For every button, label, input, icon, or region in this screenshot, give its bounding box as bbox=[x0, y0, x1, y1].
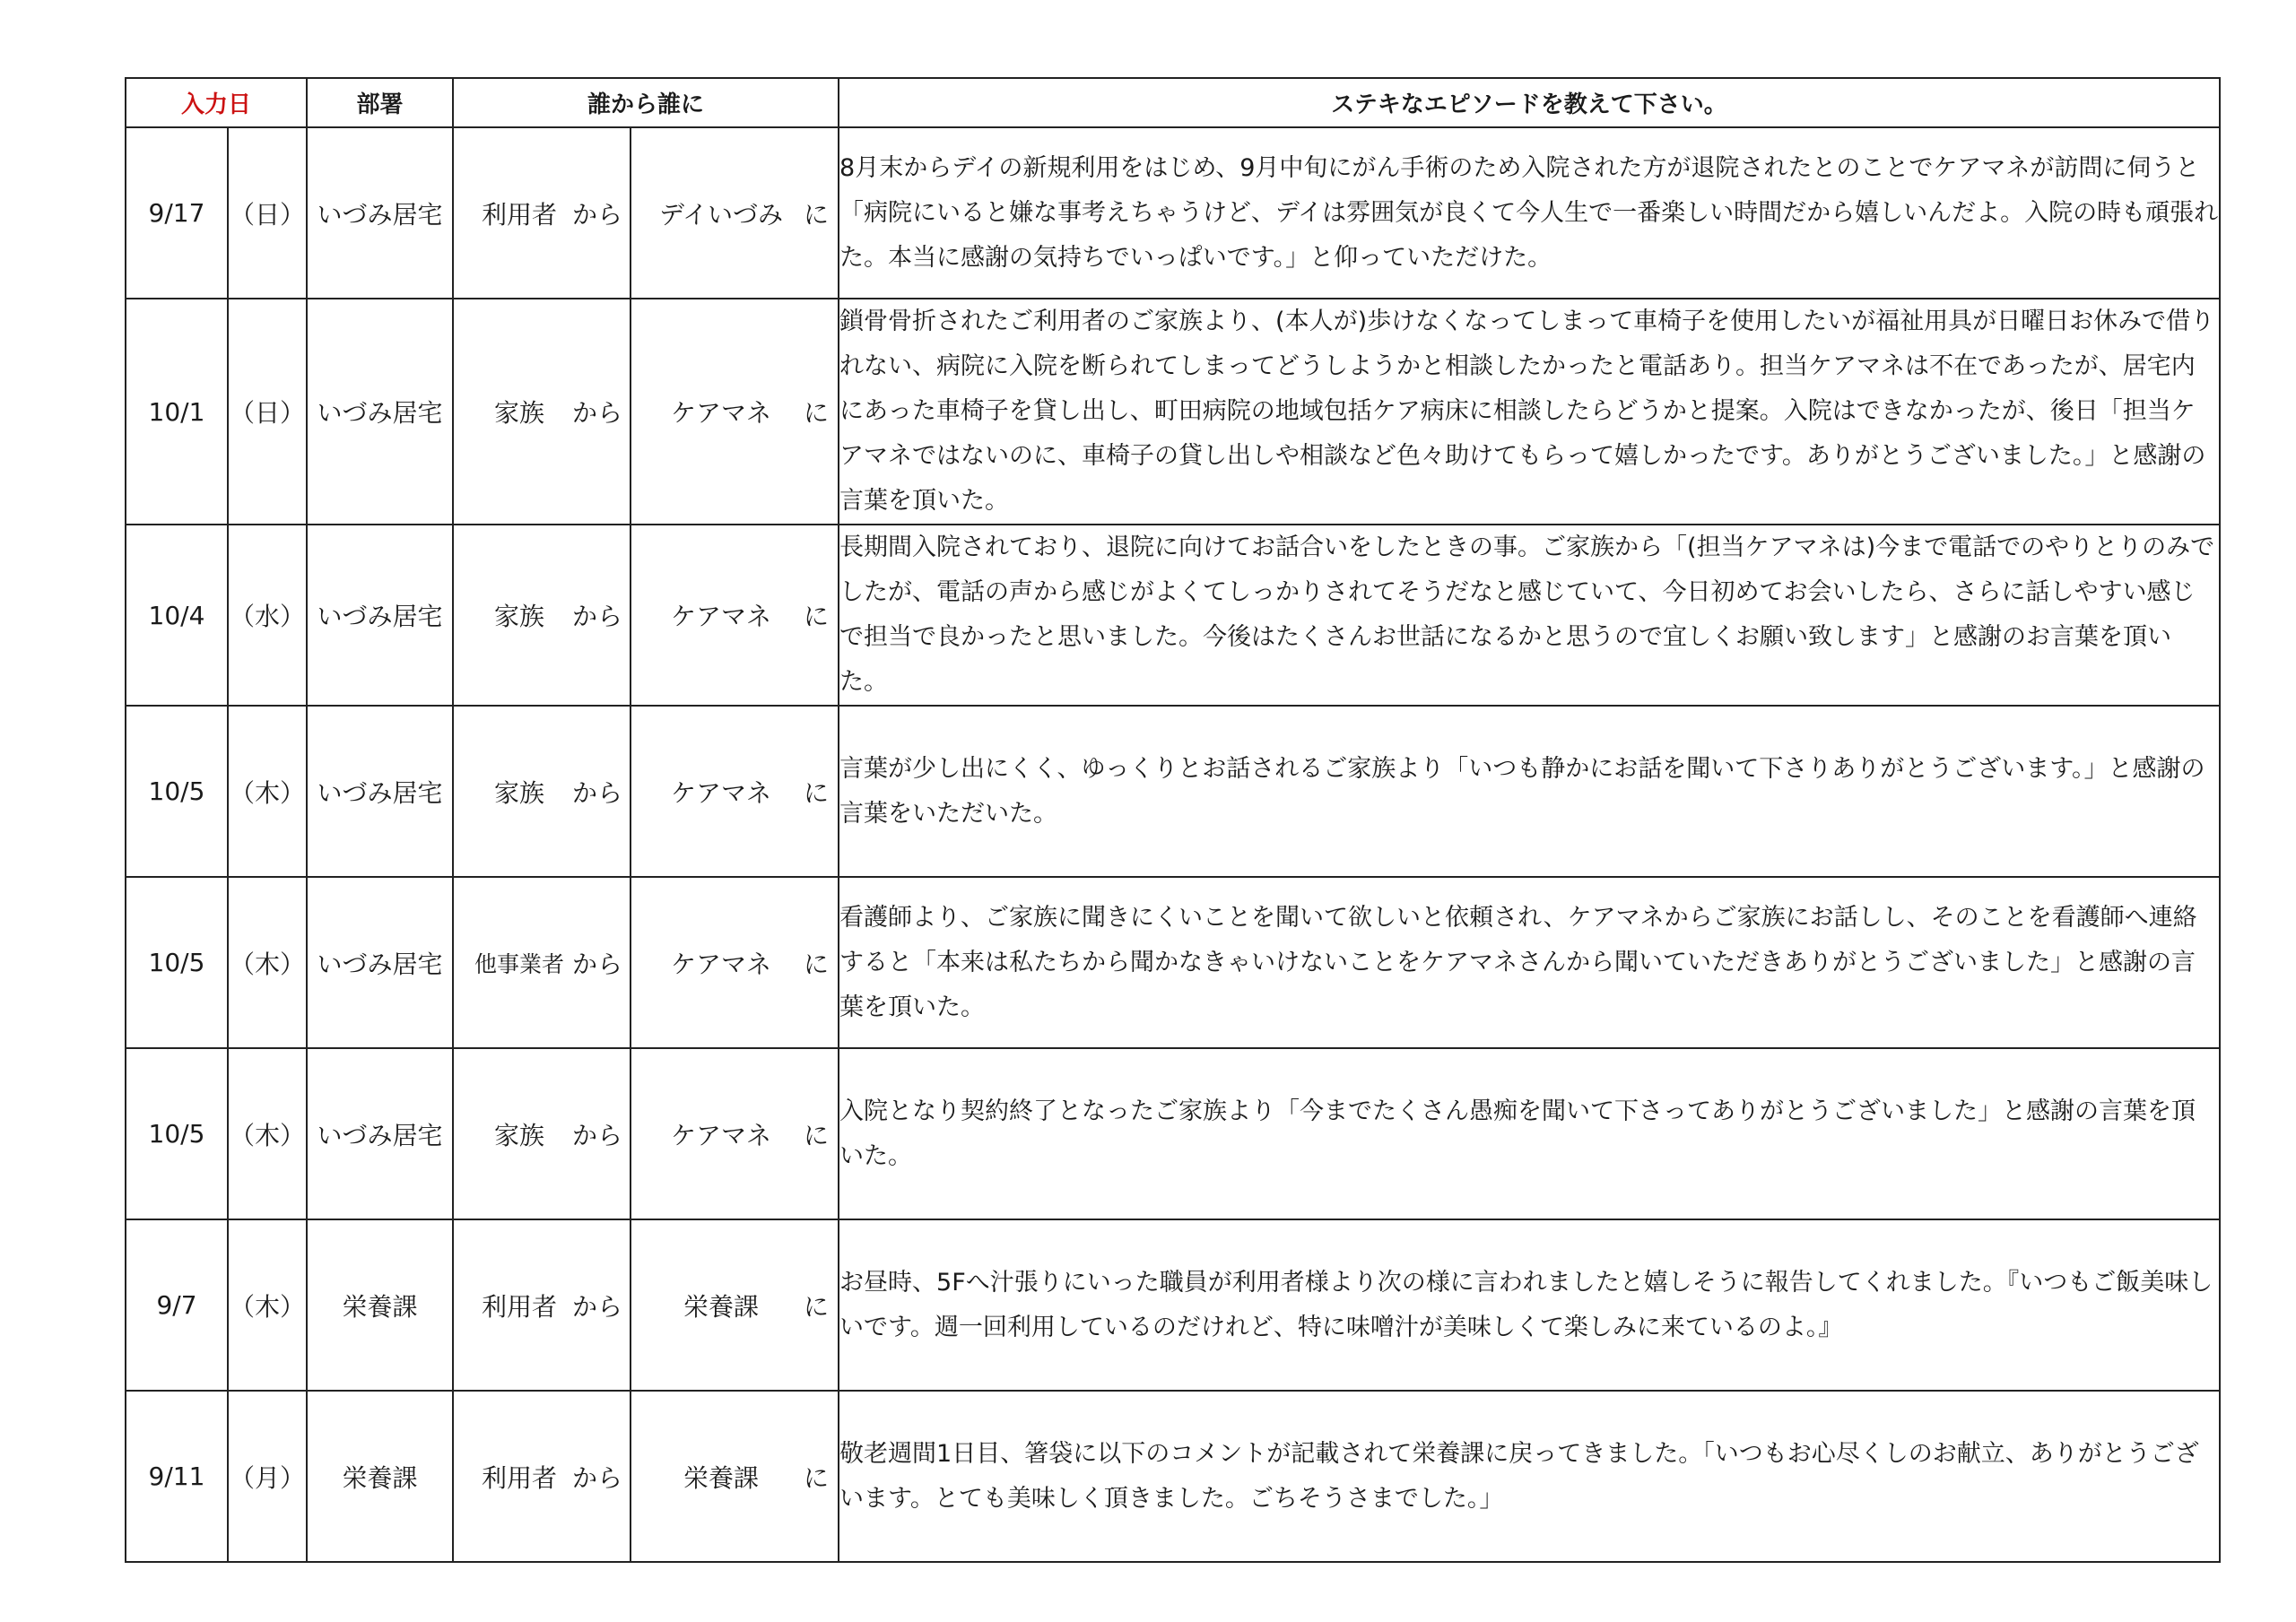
from-label: 家族 bbox=[494, 398, 545, 428]
weekday-cell: （水） bbox=[228, 525, 307, 706]
date-cell: 9/11 bbox=[126, 1391, 228, 1562]
episode-table bbox=[125, 77, 2221, 1563]
date-cell: 9/7 bbox=[126, 1219, 228, 1391]
header-from-to: 誰から誰に bbox=[453, 78, 839, 127]
episode-cell bbox=[839, 877, 2220, 1048]
from-label: 家族 bbox=[494, 1120, 545, 1150]
from-cell bbox=[453, 877, 631, 1048]
to-particle: に bbox=[804, 602, 830, 631]
episode-cell bbox=[839, 525, 2220, 706]
from-cell bbox=[453, 525, 631, 706]
to-cell bbox=[631, 706, 839, 877]
from-cell bbox=[453, 706, 631, 877]
to-cell bbox=[631, 1219, 839, 1391]
episode-text: 入院となり契約終了となったご家族より「今までたくさん愚痴を聞いて下さってありがとうございました」と感謝の言葉を頂いた。 bbox=[839, 1097, 2196, 1170]
to-particle: に bbox=[804, 1462, 830, 1493]
to-cell bbox=[631, 1048, 839, 1219]
date-cell: 10/5 bbox=[126, 706, 228, 877]
from-label: 利用者 bbox=[482, 1291, 558, 1322]
to-label: 栄養課 bbox=[683, 1462, 760, 1493]
date-cell: 10/4 bbox=[126, 525, 228, 706]
from-cell bbox=[453, 1219, 631, 1391]
to-label: 栄養課 bbox=[683, 1291, 760, 1322]
episode-text: 敬老週間1日目、箸袋に以下のコメントが記載されて栄養課に戻ってきました。「いつもお心尽くしのお献立、ありがとうございます。とても美味しく頂きました。ごちそうさまでした。」 bbox=[839, 1439, 2199, 1513]
date-cell: 10/1 bbox=[126, 299, 228, 525]
episode-cell bbox=[839, 1391, 2220, 1562]
to-cell bbox=[631, 525, 839, 706]
weekday-cell: （日） bbox=[228, 299, 307, 525]
table-row bbox=[126, 299, 2220, 525]
weekday-cell: （月） bbox=[228, 1391, 307, 1562]
dept-cell: 栄養課 bbox=[307, 1219, 453, 1391]
from-particle: から bbox=[572, 1291, 623, 1322]
episode-text: お昼時、5Fへ汁張りにいった職員が利用者様より次の様に言われましたと嬉しそうに報告してくれました。『いつもご飯美味しいです。週一回利用しているのだけれど、特に味噌汁が美味しくて楽しみに来ているのよ。』 bbox=[839, 1268, 2213, 1341]
date-cell: 10/5 bbox=[126, 877, 228, 1048]
table-row bbox=[126, 877, 2220, 1048]
table-row bbox=[126, 1048, 2220, 1219]
from-cell bbox=[453, 127, 631, 299]
from-label: 家族 bbox=[494, 602, 545, 631]
episode-cell bbox=[839, 1048, 2220, 1219]
from-particle: から bbox=[572, 199, 623, 230]
to-label: ケアマネ bbox=[671, 1120, 772, 1150]
weekday-cell: （木） bbox=[228, 877, 307, 1048]
from-particle: から bbox=[572, 949, 623, 979]
from-particle: から bbox=[572, 777, 623, 808]
weekday-cell: （木） bbox=[228, 706, 307, 877]
date-cell: 9/17 bbox=[126, 127, 228, 299]
episode-cell bbox=[839, 127, 2220, 299]
weekday-cell: （木） bbox=[228, 1048, 307, 1219]
table-row bbox=[126, 1391, 2220, 1562]
episode-text: 鎖骨骨折されたご利用者のご家族より、(本人が)歩けなくなってしまって車椅子を使用したいが福祉用具が日曜日お休みで借りれない、病院に入院を断られてしまってどうしようかと相談したかったと電話あり。担当ケアマネは不在であったが、居宅内にあった車椅子を貸し出し、町田病院の地域包括ケア病床に相談したらどうかと提案。入院はできなかったが、後日「担当ケアマネではないのに、車椅子の貸し出しや相談など色々助けてもらって嬉しかったです。ありがとうございました。」と感謝の言葉を頂いた。 bbox=[839, 308, 2215, 515]
to-particle: に bbox=[804, 398, 830, 428]
dept-cell: いづみ居宅 bbox=[307, 299, 453, 525]
dept-cell: 栄養課 bbox=[307, 1391, 453, 1562]
weekday-cell: （日） bbox=[228, 127, 307, 299]
table-row bbox=[126, 127, 2220, 299]
dept-cell: いづみ居宅 bbox=[307, 706, 453, 877]
table-row bbox=[126, 706, 2220, 877]
date-cell: 10/5 bbox=[126, 1048, 228, 1219]
episode-cell bbox=[839, 706, 2220, 877]
to-cell bbox=[631, 299, 839, 525]
dept-cell: いづみ居宅 bbox=[307, 1048, 453, 1219]
header-row bbox=[126, 78, 2220, 127]
from-cell bbox=[453, 299, 631, 525]
to-label: ケアマネ bbox=[671, 777, 772, 808]
from-cell bbox=[453, 1391, 631, 1562]
from-label: 利用者 bbox=[482, 199, 558, 230]
to-label: ケアマネ bbox=[671, 602, 772, 631]
from-particle: から bbox=[572, 1120, 623, 1150]
table-row bbox=[126, 1219, 2220, 1391]
weekday-cell: （木） bbox=[228, 1219, 307, 1391]
episode-cell bbox=[839, 1219, 2220, 1391]
from-particle: から bbox=[572, 398, 623, 428]
from-particle: から bbox=[572, 1462, 623, 1493]
from-label: 利用者 bbox=[482, 1462, 558, 1493]
to-cell bbox=[631, 877, 839, 1048]
header-episode: ステキなエピソードを教えて下さい。 bbox=[839, 78, 2220, 127]
episode-text: 8月末からデイの新規利用をはじめ、9月中旬にがん手術のため入院された方が退院されたとのことでケアマネが訪問に伺うと「病院にいると嫌な事考えちゃうけど、デイは雰囲気が良くて今人生で一番楽しい時間だから嬉しいんだよ。入院の時も頑張れた。本当に感謝の気持ちでいっぱいです。」と仰っていただけた。 bbox=[839, 153, 2219, 272]
to-label: デイいづみ bbox=[658, 199, 784, 230]
table-row bbox=[126, 525, 2220, 706]
dept-cell: いづみ居宅 bbox=[307, 877, 453, 1048]
to-label: ケアマネ bbox=[671, 949, 772, 979]
from-cell bbox=[453, 1048, 631, 1219]
dept-cell: いづみ居宅 bbox=[307, 525, 453, 706]
to-particle: に bbox=[804, 199, 830, 230]
to-label: ケアマネ bbox=[671, 398, 772, 428]
to-cell bbox=[631, 127, 839, 299]
from-label: 家族 bbox=[494, 777, 545, 808]
header-date: 入力日 bbox=[126, 78, 307, 127]
to-particle: に bbox=[804, 777, 830, 808]
episode-text: 長期間入院されており、退院に向けてお話合いをしたときの事。ご家族から「(担当ケアマネは)今まで電話でのやりとりのみでしたが、電話の声から感じがよくてしっかりされてそうだなと感じていて、今日初めてお会いしたら、さらに話しやすい感じで担当で良かったと思いました。今後はたくさんお世話になるかと思うので宜しくお願い致します」と感謝のお言葉を頂いた。 bbox=[839, 533, 2215, 696]
to-particle: に bbox=[804, 1120, 830, 1150]
to-particle: に bbox=[804, 1291, 830, 1322]
to-cell bbox=[631, 1391, 839, 1562]
from-particle: から bbox=[572, 602, 623, 631]
episode-text: 言葉が少し出にくく、ゆっくりとお話されるご家族より「いつも静かにお話を聞いて下さりありがとうございます。」と感謝の言葉をいただいた。 bbox=[839, 754, 2205, 828]
from-label: 他事業者 bbox=[474, 950, 565, 977]
episode-text: 看護師より、ご家族に聞きにくいことを聞いて欲しいと依頼され、ケアマネからご家族にお話しし、そのことを看護師へ連絡すると「本来は私たちから聞かなきゃいけないことをケアマネさんから聞いていただきありがとうございました」と感謝の言葉を頂いた。 bbox=[839, 903, 2197, 1021]
to-particle: に bbox=[804, 949, 830, 979]
episode-cell bbox=[839, 299, 2220, 525]
header-dept: 部署 bbox=[307, 78, 453, 127]
dept-cell: いづみ居宅 bbox=[307, 127, 453, 299]
